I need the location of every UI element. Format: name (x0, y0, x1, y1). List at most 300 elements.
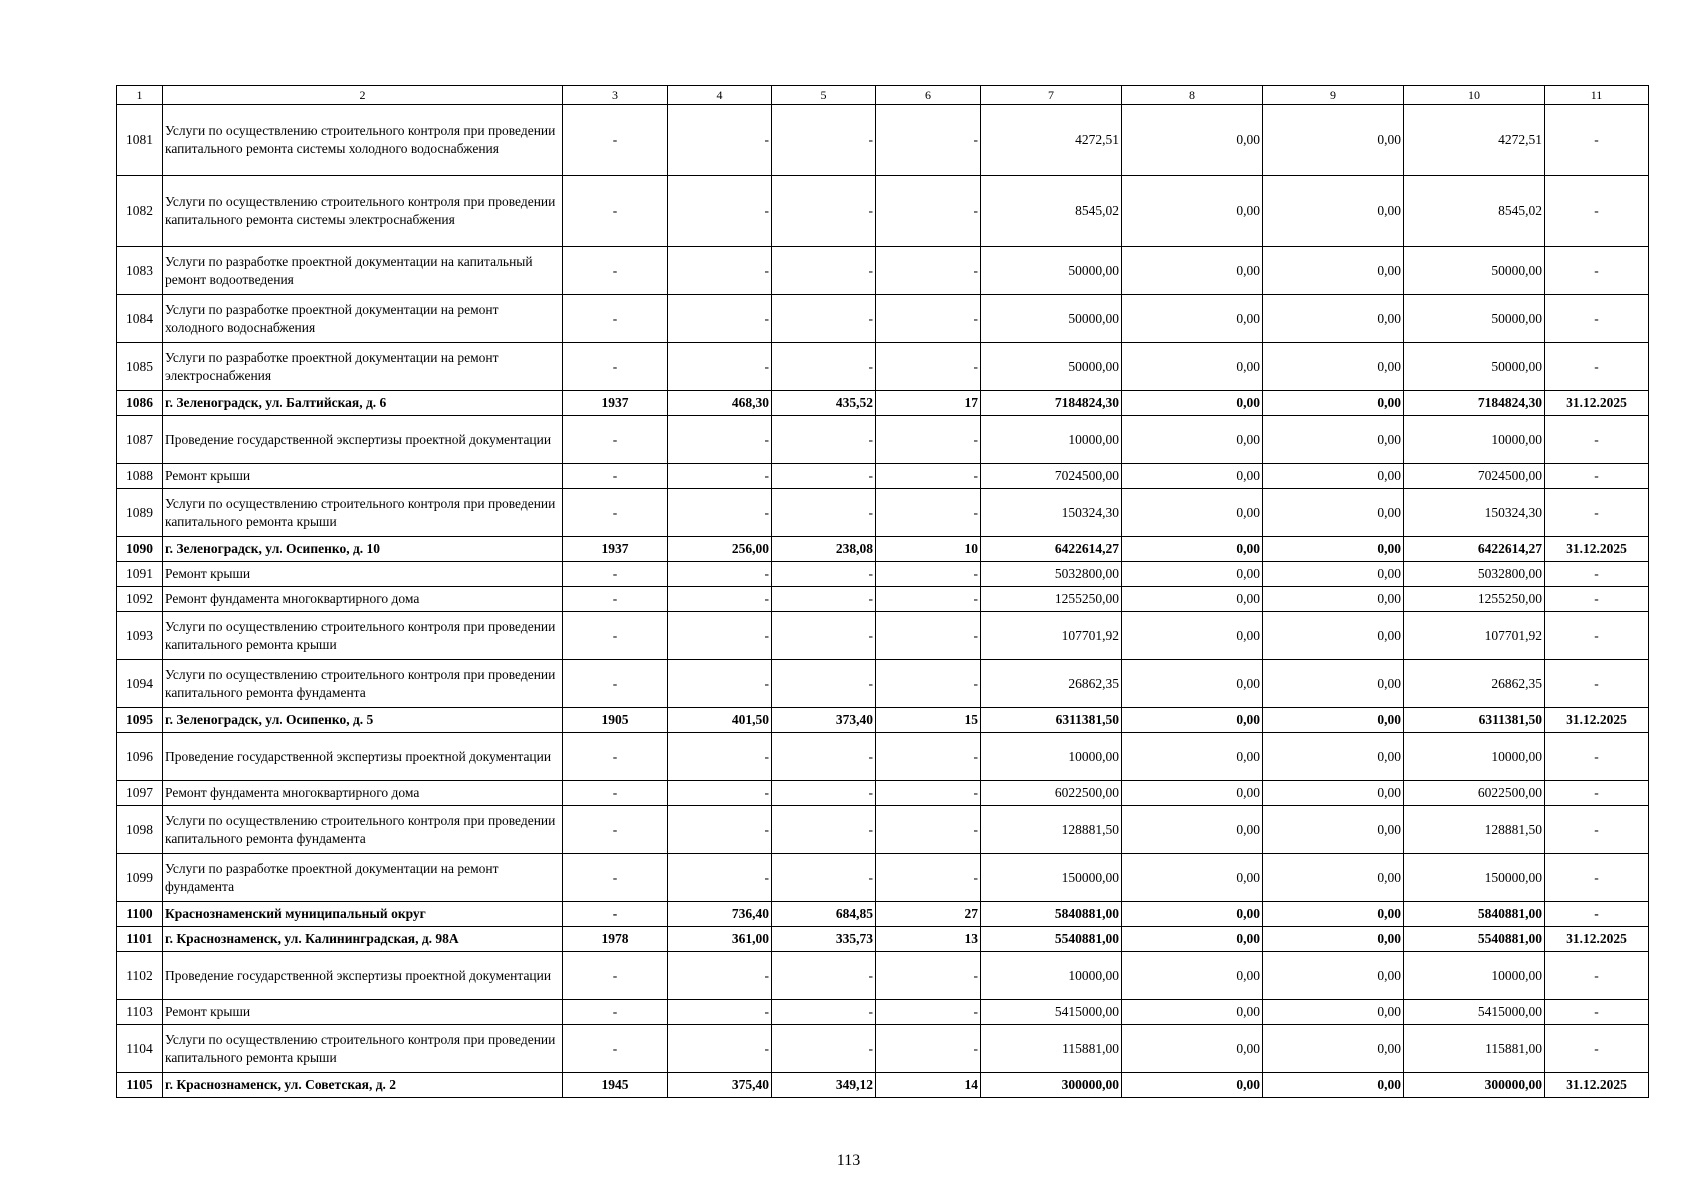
table-row (117, 105, 1649, 176)
table-row (117, 733, 1649, 781)
table-cell-col-9: 0,00 (1263, 733, 1404, 781)
table-cell-col-11: - (1545, 247, 1649, 295)
table-cell-col-2: Ремонт крыши (163, 464, 563, 489)
table-cell-col-8: 0,00 (1122, 416, 1263, 464)
table-cell-col-3: 1937 (563, 391, 668, 416)
table-cell-col-8: 0,00 (1122, 854, 1263, 902)
table-cell-col-2: Проведение государственной экспертизы проектной документации (163, 733, 563, 781)
table-cell-col-1: 1104 (117, 1025, 163, 1073)
table-cell-col-2: Услуги по разработке проектной документации на ремонт фундамента (163, 854, 563, 902)
page-number: 113 (836, 1152, 861, 1169)
table-cell-col-6: - (876, 1025, 981, 1073)
table-cell-col-3: - (563, 176, 668, 247)
table-cell-col-1: 1084 (117, 295, 163, 343)
table-cell-col-11: - (1545, 587, 1649, 612)
table-cell-col-10: 300000,00 (1404, 1073, 1545, 1098)
table-cell-col-1: 1091 (117, 562, 163, 587)
table-cell-col-4: 375,40 (668, 1073, 772, 1098)
table-row (117, 343, 1649, 391)
table-cell-col-4: - (668, 1025, 772, 1073)
table-cell-col-6: - (876, 660, 981, 708)
table-cell-col-11: - (1545, 806, 1649, 854)
table-cell-col-9: 0,00 (1263, 1073, 1404, 1098)
column-number-8: 8 (1122, 86, 1263, 105)
table-cell-col-11: - (1545, 854, 1649, 902)
table-cell-col-5: - (772, 1000, 876, 1025)
column-number-1: 1 (117, 86, 163, 105)
table-cell-col-9: 0,00 (1263, 612, 1404, 660)
table-row (117, 952, 1649, 1000)
table-cell-col-1: 1089 (117, 489, 163, 537)
table-cell-col-6: - (876, 247, 981, 295)
table-row (117, 562, 1649, 587)
table-cell-col-5: - (772, 489, 876, 537)
table-cell-col-3: - (563, 806, 668, 854)
table-cell-col-3: - (563, 295, 668, 343)
table-cell-col-5: - (772, 587, 876, 612)
table-cell-col-6: - (876, 781, 981, 806)
table-row (117, 391, 1649, 416)
table-cell-col-3: - (563, 1025, 668, 1073)
table-cell-col-10: 4272,51 (1404, 105, 1545, 176)
table-cell-col-3: - (563, 489, 668, 537)
table-cell-col-5: - (772, 343, 876, 391)
table-cell-col-10: 6422614,27 (1404, 537, 1545, 562)
table-cell-col-7: 5032800,00 (981, 562, 1122, 587)
table-cell-col-9: 0,00 (1263, 806, 1404, 854)
table-cell-col-8: 0,00 (1122, 562, 1263, 587)
table-row (117, 781, 1649, 806)
table-cell-col-5: 335,73 (772, 927, 876, 952)
table-cell-col-7: 7024500,00 (981, 464, 1122, 489)
table-cell-col-6: - (876, 854, 981, 902)
table-cell-col-10: 50000,00 (1404, 343, 1545, 391)
table-cell-col-3: - (563, 587, 668, 612)
table-cell-col-7: 5415000,00 (981, 1000, 1122, 1025)
table-cell-col-1: 1096 (117, 733, 163, 781)
table-cell-col-1: 1103 (117, 1000, 163, 1025)
table-cell-col-6: - (876, 612, 981, 660)
table-cell-col-4: - (668, 343, 772, 391)
table-cell-col-10: 7184824,30 (1404, 391, 1545, 416)
table-cell-col-4: - (668, 416, 772, 464)
table-cell-col-5: - (772, 562, 876, 587)
table-cell-col-6: 15 (876, 708, 981, 733)
table-row (117, 902, 1649, 927)
table-cell-col-10: 10000,00 (1404, 733, 1545, 781)
table-cell-col-4: - (668, 562, 772, 587)
table-cell-col-2: Услуги по осуществлению строительного контроля при проведении капитального ремонта крыши (163, 489, 563, 537)
table-cell-col-9: 0,00 (1263, 343, 1404, 391)
table-cell-col-10: 150000,00 (1404, 854, 1545, 902)
table-cell-col-10: 26862,35 (1404, 660, 1545, 708)
column-number-4: 4 (668, 86, 772, 105)
table-cell-col-10: 50000,00 (1404, 295, 1545, 343)
table-cell-col-2: Ремонт фундамента многоквартирного дома (163, 587, 563, 612)
table-cell-col-4: - (668, 781, 772, 806)
table-cell-col-6: - (876, 733, 981, 781)
table-cell-col-8: 0,00 (1122, 464, 1263, 489)
table-cell-col-1: 1095 (117, 708, 163, 733)
table-cell-col-3: - (563, 781, 668, 806)
table-cell-col-11: - (1545, 781, 1649, 806)
table-cell-col-6: - (876, 1000, 981, 1025)
table-cell-col-7: 1255250,00 (981, 587, 1122, 612)
table-cell-col-6: - (876, 416, 981, 464)
table-cell-col-11: - (1545, 464, 1649, 489)
table-cell-col-7: 300000,00 (981, 1073, 1122, 1098)
table-cell-col-4: - (668, 733, 772, 781)
table-cell-col-11: - (1545, 562, 1649, 587)
table-cell-col-9: 0,00 (1263, 902, 1404, 927)
table-cell-col-7: 5840881,00 (981, 902, 1122, 927)
table-cell-col-1: 1098 (117, 806, 163, 854)
table-cell-col-9: 0,00 (1263, 489, 1404, 537)
table-cell-col-11: - (1545, 733, 1649, 781)
table-cell-col-8: 0,00 (1122, 733, 1263, 781)
table-cell-col-5: - (772, 295, 876, 343)
table-row (117, 806, 1649, 854)
table-cell-col-2: Ремонт фундамента многоквартирного дома (163, 781, 563, 806)
table-cell-col-1: 1083 (117, 247, 163, 295)
table-cell-col-8: 0,00 (1122, 391, 1263, 416)
table-cell-col-9: 0,00 (1263, 416, 1404, 464)
table-cell-col-2: г. Зеленоградск, ул. Осипенко, д. 5 (163, 708, 563, 733)
table-row (117, 416, 1649, 464)
table-row (117, 587, 1649, 612)
table-cell-col-10: 128881,50 (1404, 806, 1545, 854)
table-cell-col-1: 1081 (117, 105, 163, 176)
table-cell-col-10: 5415000,00 (1404, 1000, 1545, 1025)
table-cell-col-9: 0,00 (1263, 537, 1404, 562)
table-cell-col-5: - (772, 416, 876, 464)
table-row (117, 927, 1649, 952)
table-cell-col-10: 5840881,00 (1404, 902, 1545, 927)
table-cell-col-6: 14 (876, 1073, 981, 1098)
table-cell-col-7: 26862,35 (981, 660, 1122, 708)
table-cell-col-6: - (876, 464, 981, 489)
table-cell-col-2: Услуги по осуществлению строительного контроля при проведении капитального ремонта фундамента (163, 806, 563, 854)
table-cell-col-6: 13 (876, 927, 981, 952)
table-cell-col-8: 0,00 (1122, 489, 1263, 537)
table-cell-col-6: - (876, 343, 981, 391)
table-cell-col-8: 0,00 (1122, 1025, 1263, 1073)
table-cell-col-10: 1255250,00 (1404, 587, 1545, 612)
table-cell-col-5: 349,12 (772, 1073, 876, 1098)
table-cell-col-5: - (772, 612, 876, 660)
table-cell-col-2: Ремонт крыши (163, 562, 563, 587)
table-cell-col-6: - (876, 105, 981, 176)
table-row (117, 489, 1649, 537)
table-cell-col-7: 115881,00 (981, 1025, 1122, 1073)
table-cell-col-5: 435,52 (772, 391, 876, 416)
table-cell-col-11: - (1545, 105, 1649, 176)
table-cell-col-11: 31.12.2025 (1545, 708, 1649, 733)
table-cell-col-9: 0,00 (1263, 295, 1404, 343)
table-cell-col-3: - (563, 1000, 668, 1025)
table-cell-col-3: 1937 (563, 537, 668, 562)
table-cell-col-10: 50000,00 (1404, 247, 1545, 295)
table-cell-col-9: 0,00 (1263, 176, 1404, 247)
table-cell-col-7: 5540881,00 (981, 927, 1122, 952)
table-cell-col-9: 0,00 (1263, 247, 1404, 295)
table-cell-col-11: - (1545, 660, 1649, 708)
table-cell-col-9: 0,00 (1263, 927, 1404, 952)
table-cell-col-8: 0,00 (1122, 952, 1263, 1000)
table-cell-col-2: Услуги по разработке проектной документации на ремонт электроснабжения (163, 343, 563, 391)
table-cell-col-10: 150324,30 (1404, 489, 1545, 537)
table-cell-col-5: - (772, 733, 876, 781)
table-cell-col-3: - (563, 660, 668, 708)
table-cell-col-7: 7184824,30 (981, 391, 1122, 416)
table-cell-col-9: 0,00 (1263, 562, 1404, 587)
table-cell-col-8: 0,00 (1122, 343, 1263, 391)
table-cell-col-9: 0,00 (1263, 1000, 1404, 1025)
table-cell-col-5: 684,85 (772, 902, 876, 927)
table-cell-col-9: 0,00 (1263, 708, 1404, 733)
table-cell-col-4: 736,40 (668, 902, 772, 927)
table-cell-col-9: 0,00 (1263, 587, 1404, 612)
table-cell-col-8: 0,00 (1122, 537, 1263, 562)
table-cell-col-5: - (772, 105, 876, 176)
table-cell-col-1: 1092 (117, 587, 163, 612)
table-cell-col-9: 0,00 (1263, 105, 1404, 176)
table-cell-col-7: 10000,00 (981, 952, 1122, 1000)
table-cell-col-1: 1088 (117, 464, 163, 489)
table-cell-col-10: 7024500,00 (1404, 464, 1545, 489)
table-cell-col-2: г. Зеленоградск, ул. Балтийская, д. 6 (163, 391, 563, 416)
table-cell-col-8: 0,00 (1122, 105, 1263, 176)
table-cell-col-9: 0,00 (1263, 660, 1404, 708)
table-cell-col-4: - (668, 612, 772, 660)
table-cell-col-3: - (563, 105, 668, 176)
table-cell-col-9: 0,00 (1263, 1025, 1404, 1073)
table-cell-col-3: - (563, 854, 668, 902)
column-number-2: 2 (163, 86, 563, 105)
table-cell-col-5: - (772, 854, 876, 902)
table-cell-col-8: 0,00 (1122, 708, 1263, 733)
table-cell-col-5: - (772, 952, 876, 1000)
table-cell-col-10: 107701,92 (1404, 612, 1545, 660)
table-cell-col-11: 31.12.2025 (1545, 391, 1649, 416)
table-cell-col-2: г. Краснознаменск, ул. Калининградская, д. 98А (163, 927, 563, 952)
column-number-11: 11 (1545, 86, 1649, 105)
table-cell-col-9: 0,00 (1263, 952, 1404, 1000)
table-row (117, 854, 1649, 902)
table-cell-col-7: 50000,00 (981, 247, 1122, 295)
table-cell-col-11: - (1545, 612, 1649, 660)
table-cell-col-8: 0,00 (1122, 176, 1263, 247)
table-cell-col-3: - (563, 247, 668, 295)
table-cell-col-6: - (876, 587, 981, 612)
table-cell-col-4: - (668, 952, 772, 1000)
table-cell-col-8: 0,00 (1122, 587, 1263, 612)
table-cell-col-11: - (1545, 1000, 1649, 1025)
table-cell-col-3: - (563, 416, 668, 464)
table-cell-col-5: 238,08 (772, 537, 876, 562)
table-cell-col-6: - (876, 806, 981, 854)
table-cell-col-4: - (668, 854, 772, 902)
table-cell-col-6: - (876, 952, 981, 1000)
table-cell-col-2: Услуги по осуществлению строительного контроля при проведении капитального ремонта системы электроснабжения (163, 176, 563, 247)
table-row (117, 660, 1649, 708)
table-cell-col-7: 150000,00 (981, 854, 1122, 902)
column-number-3: 3 (563, 86, 668, 105)
table-cell-col-7: 50000,00 (981, 295, 1122, 343)
table-row (117, 176, 1649, 247)
table-cell-col-3: 1905 (563, 708, 668, 733)
table-cell-col-6: - (876, 489, 981, 537)
table-cell-col-2: Краснознаменский муниципальный округ (163, 902, 563, 927)
table-cell-col-2: Услуги по разработке проектной документации на ремонт холодного водоснабжения (163, 295, 563, 343)
table-cell-col-11: 31.12.2025 (1545, 1073, 1649, 1098)
column-number-row (117, 86, 1649, 105)
table-cell-col-9: 0,00 (1263, 464, 1404, 489)
table-cell-col-4: - (668, 806, 772, 854)
table-cell-col-6: 10 (876, 537, 981, 562)
table-cell-col-3: - (563, 902, 668, 927)
table-cell-col-9: 0,00 (1263, 781, 1404, 806)
table-cell-col-8: 0,00 (1122, 295, 1263, 343)
table-cell-col-7: 6022500,00 (981, 781, 1122, 806)
table-cell-col-1: 1097 (117, 781, 163, 806)
table-cell-col-1: 1105 (117, 1073, 163, 1098)
table-cell-col-5: - (772, 660, 876, 708)
table-cell-col-7: 6311381,50 (981, 708, 1122, 733)
column-number-6: 6 (876, 86, 981, 105)
table-cell-col-2: Услуги по разработке проектной документации на капитальный ремонт водоотведения (163, 247, 563, 295)
table-row (117, 295, 1649, 343)
table-row (117, 612, 1649, 660)
table-row (117, 1073, 1649, 1098)
table-cell-col-7: 6422614,27 (981, 537, 1122, 562)
table-cell-col-3: - (563, 562, 668, 587)
table-cell-col-5: - (772, 781, 876, 806)
table-cell-col-3: 1945 (563, 1073, 668, 1098)
table-cell-col-2: Проведение государственной экспертизы проектной документации (163, 416, 563, 464)
table-row (117, 464, 1649, 489)
table-cell-col-4: - (668, 464, 772, 489)
table-cell-col-4: 401,50 (668, 708, 772, 733)
table-cell-col-5: - (772, 247, 876, 295)
table-cell-col-7: 50000,00 (981, 343, 1122, 391)
column-number-9: 9 (1263, 86, 1404, 105)
table-cell-col-2: Услуги по осуществлению строительного контроля при проведении капитального ремонта крыши (163, 1025, 563, 1073)
column-number-7: 7 (981, 86, 1122, 105)
table-cell-col-6: - (876, 176, 981, 247)
table-cell-col-7: 128881,50 (981, 806, 1122, 854)
table-cell-col-7: 10000,00 (981, 416, 1122, 464)
table-cell-col-5: - (772, 1025, 876, 1073)
table-cell-col-1: 1087 (117, 416, 163, 464)
table-cell-col-10: 10000,00 (1404, 416, 1545, 464)
table-cell-col-8: 0,00 (1122, 247, 1263, 295)
table-cell-col-4: 361,00 (668, 927, 772, 952)
table-cell-col-9: 0,00 (1263, 391, 1404, 416)
table-cell-col-4: - (668, 660, 772, 708)
table-cell-col-10: 10000,00 (1404, 952, 1545, 1000)
table-cell-col-1: 1100 (117, 902, 163, 927)
table-cell-col-1: 1101 (117, 927, 163, 952)
table-cell-col-2: Проведение государственной экспертизы проектной документации (163, 952, 563, 1000)
table-row (117, 1000, 1649, 1025)
table-row (117, 537, 1649, 562)
table-cell-col-11: - (1545, 343, 1649, 391)
table-cell-col-3: - (563, 952, 668, 1000)
table-cell-col-8: 0,00 (1122, 660, 1263, 708)
table-cell-col-5: - (772, 176, 876, 247)
table-cell-col-4: - (668, 176, 772, 247)
table-cell-col-7: 107701,92 (981, 612, 1122, 660)
table-cell-col-11: 31.12.2025 (1545, 927, 1649, 952)
table-cell-col-6: - (876, 562, 981, 587)
table-cell-col-8: 0,00 (1122, 1073, 1263, 1098)
table-cell-col-2: Услуги по осуществлению строительного контроля при проведении капитального ремонта фундамента (163, 660, 563, 708)
table-cell-col-3: 1978 (563, 927, 668, 952)
table-cell-col-11: 31.12.2025 (1545, 537, 1649, 562)
table-cell-col-4: - (668, 587, 772, 612)
table-cell-col-5: - (772, 806, 876, 854)
table-cell-col-6: 17 (876, 391, 981, 416)
table-cell-col-5: 373,40 (772, 708, 876, 733)
table-cell-col-11: - (1545, 416, 1649, 464)
table-cell-col-11: - (1545, 295, 1649, 343)
table-cell-col-4: 468,30 (668, 391, 772, 416)
column-number-5: 5 (772, 86, 876, 105)
table-cell-col-1: 1093 (117, 612, 163, 660)
table-cell-col-8: 0,00 (1122, 781, 1263, 806)
table-cell-col-2: г. Зеленоградск, ул. Осипенко, д. 10 (163, 537, 563, 562)
table-cell-col-3: - (563, 612, 668, 660)
table-cell-col-4: 256,00 (668, 537, 772, 562)
table-cell-col-4: - (668, 295, 772, 343)
table-cell-col-4: - (668, 105, 772, 176)
table-cell-col-3: - (563, 733, 668, 781)
table-cell-col-11: - (1545, 489, 1649, 537)
table-row (117, 247, 1649, 295)
table-cell-col-4: - (668, 247, 772, 295)
table-cell-col-10: 6022500,00 (1404, 781, 1545, 806)
table-row (117, 1025, 1649, 1073)
table-cell-col-6: 27 (876, 902, 981, 927)
table-cell-col-8: 0,00 (1122, 927, 1263, 952)
table-cell-col-8: 0,00 (1122, 806, 1263, 854)
column-number-10: 10 (1404, 86, 1545, 105)
table-cell-col-4: - (668, 1000, 772, 1025)
table-cell-col-7: 8545,02 (981, 176, 1122, 247)
table-cell-col-1: 1086 (117, 391, 163, 416)
table-cell-col-11: - (1545, 952, 1649, 1000)
table-cell-col-1: 1082 (117, 176, 163, 247)
table-cell-col-6: - (876, 295, 981, 343)
table-cell-col-7: 150324,30 (981, 489, 1122, 537)
table-cell-col-8: 0,00 (1122, 612, 1263, 660)
table-cell-col-3: - (563, 343, 668, 391)
table-cell-col-2: Услуги по осуществлению строительного контроля при проведении капитального ремонта крыши (163, 612, 563, 660)
table-cell-col-10: 5032800,00 (1404, 562, 1545, 587)
table-cell-col-8: 0,00 (1122, 902, 1263, 927)
table-cell-col-10: 6311381,50 (1404, 708, 1545, 733)
table-cell-col-1: 1102 (117, 952, 163, 1000)
table-cell-col-10: 115881,00 (1404, 1025, 1545, 1073)
table-cell-col-9: 0,00 (1263, 854, 1404, 902)
table-cell-col-11: - (1545, 176, 1649, 247)
table-cell-col-4: - (668, 489, 772, 537)
table-cell-col-3: - (563, 464, 668, 489)
table-cell-col-7: 4272,51 (981, 105, 1122, 176)
table-cell-col-1: 1090 (117, 537, 163, 562)
table-cell-col-1: 1085 (117, 343, 163, 391)
